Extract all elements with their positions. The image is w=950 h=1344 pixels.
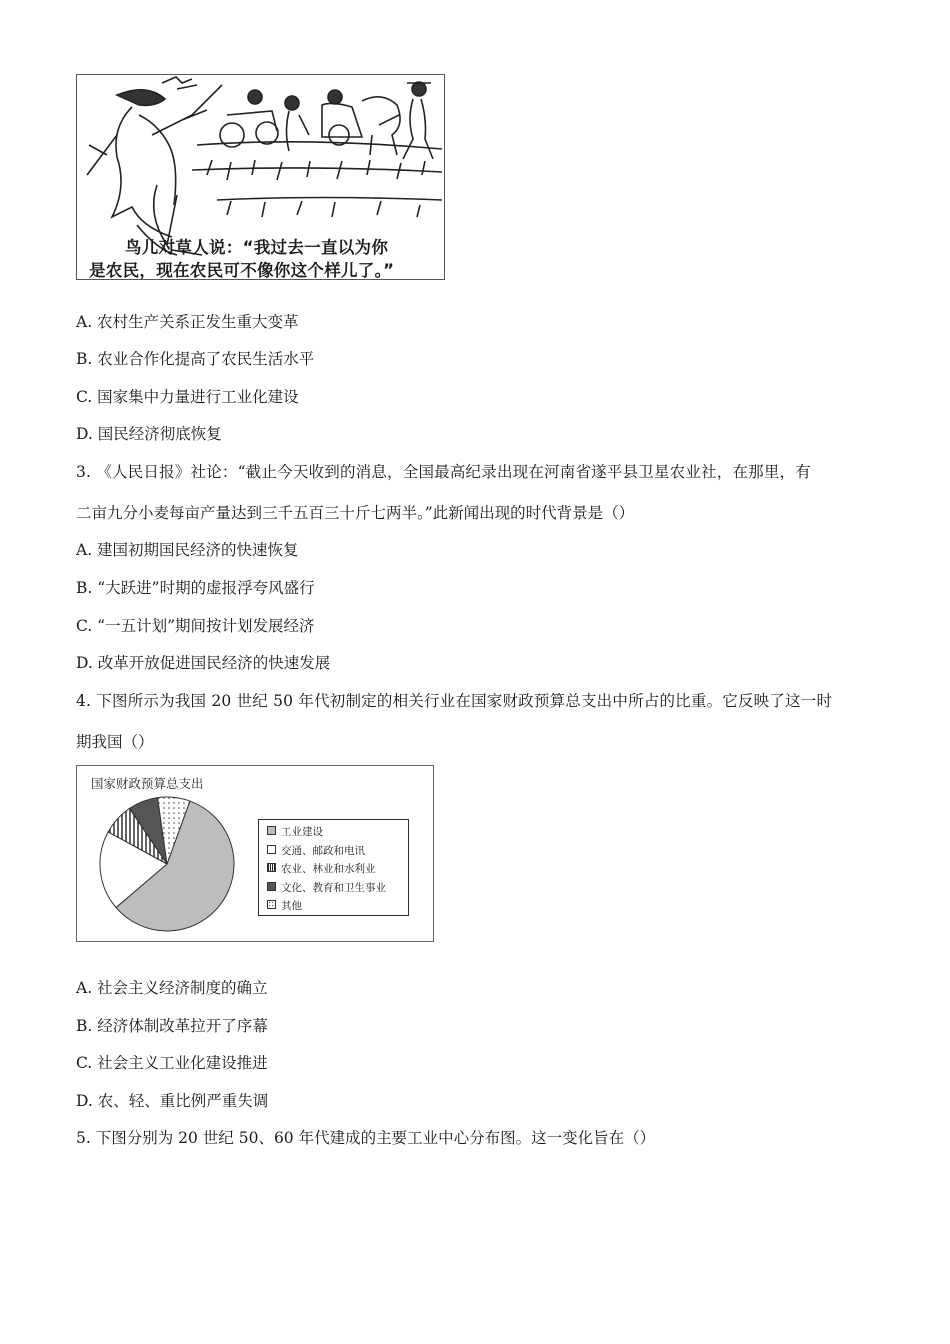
q4-option-d: D. 农、轻、重比例严重失调 bbox=[76, 1092, 269, 1110]
legend-label: 交通、邮政和电讯 bbox=[281, 844, 365, 857]
q4-stem-line1: 4. 下图所示为我国 20 世纪 50 年代初制定的相关行业在国家财政预算总支出中所占的比重。它反映了这一时 bbox=[76, 692, 833, 710]
q3-option-c: C. “一五计划”期间按计划发展经济 bbox=[76, 617, 315, 635]
q4-option-b: B. 经济体制改革拉开了序幕 bbox=[76, 1017, 268, 1035]
legend-swatch bbox=[267, 882, 276, 891]
pie-svg bbox=[77, 766, 257, 941]
q3-stem-line1: 3. 《人民日报》社论：“截止今天收到的消息，全国最高纪录出现在河南省遂平县卫星农业社，在那里，有 bbox=[76, 463, 811, 481]
legend-swatch bbox=[267, 826, 276, 835]
q2-option-b: B. 农业合作化提高了农民生活水平 bbox=[76, 350, 315, 368]
q4-option-a: A. 社会主义经济制度的确立 bbox=[76, 979, 268, 997]
chart-title: 国家财政预算总支出 bbox=[91, 776, 204, 791]
legend-item bbox=[267, 900, 302, 913]
legend-item bbox=[267, 845, 365, 858]
cartoon-caption-line1: 鸟儿对草人说：“我过去一直以为你 bbox=[125, 238, 389, 257]
legend-label: 工业建设 bbox=[281, 826, 323, 838]
q5-stem: 5. 下图分别为 20 世纪 50、60 年代建成的主要工业中心分布图。这一变化旨在（） bbox=[76, 1129, 656, 1147]
q3-option-a: A. 建国初期国民经济的快速恢复 bbox=[76, 541, 299, 559]
q2-option-c: C. 国家集中力量进行工业化建设 bbox=[76, 388, 299, 406]
legend-label: 文化、教育和卫生事业 bbox=[281, 881, 386, 894]
cartoon-figure bbox=[76, 74, 445, 280]
budget-pie-chart bbox=[76, 765, 434, 942]
legend-swatch bbox=[267, 845, 276, 854]
legend-item bbox=[267, 863, 376, 876]
q3-stem-line2: 二亩九分小麦每亩产量达到三千五百三十斤七两半。”此新闻出现的时代背景是（） bbox=[76, 504, 635, 522]
q4-stem-line2: 期我国（） bbox=[76, 733, 154, 751]
legend-item bbox=[267, 826, 323, 839]
legend-swatch bbox=[267, 863, 276, 872]
legend-label: 农业、林业和水利业 bbox=[281, 863, 376, 875]
legend-swatch bbox=[267, 900, 276, 909]
q3-option-d: D. 改革开放促进国民经济的快速发展 bbox=[76, 654, 331, 672]
cartoon-caption-line2: 是农民，现在农民可不像你这个样儿了。” bbox=[89, 261, 395, 280]
q4-option-c: C. 社会主义工业化建设推进 bbox=[76, 1054, 268, 1072]
legend-item bbox=[267, 882, 386, 895]
q3-option-b: B. “大跃进”时期的虚报浮夸风盛行 bbox=[76, 579, 315, 597]
q2-option-a: A. 农村生产关系正发生重大变革 bbox=[76, 313, 299, 331]
legend-label: 其他 bbox=[281, 900, 302, 912]
chart-legend bbox=[258, 819, 409, 916]
q2-option-d: D. 国民经济彻底恢复 bbox=[76, 425, 222, 443]
